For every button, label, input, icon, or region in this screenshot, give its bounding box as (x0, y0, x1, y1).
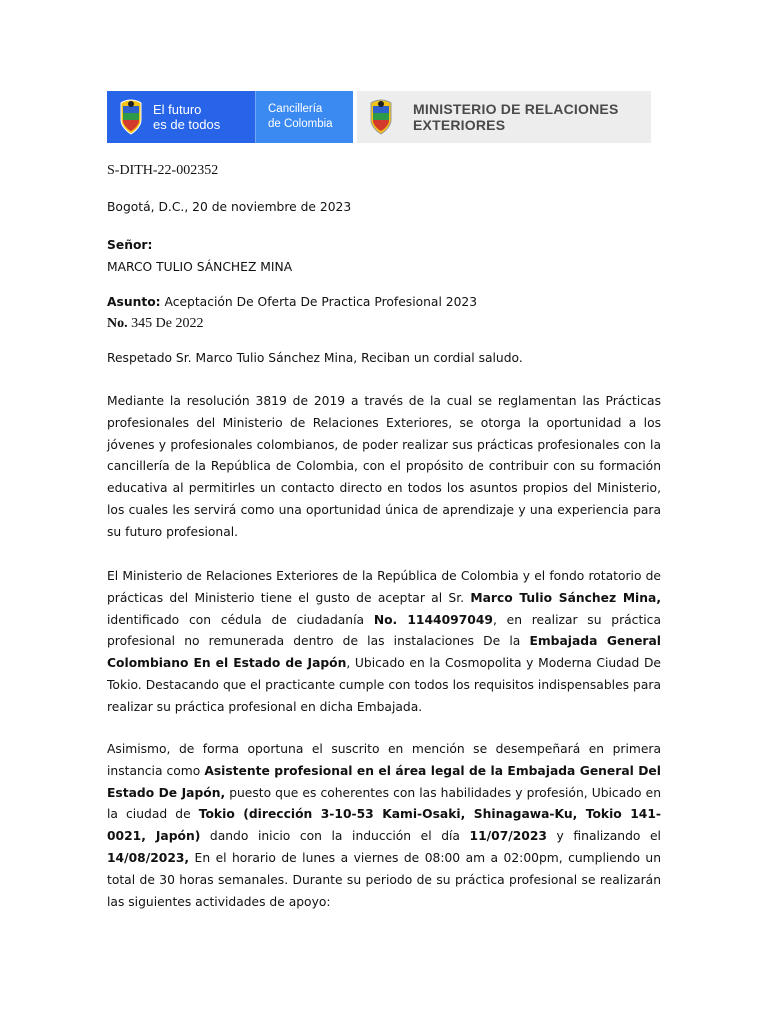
paragraph-acceptance: El Ministerio de Relaciones Exteriores de la República de Colombia y el fondo rotatorio de prácticas del Ministerio tiene el gusto de aceptar al Sr. Marco Tulio Sánchez Mina, identificado con cédula de ciudadanía No. 1144097049, en realizar su práctica profesional no remunerada dentro de las instalaciones De la Embajada General Colombiano En el Estado de Japón, Ubicado en la Cosmopolita y Moderna Ciudad De Tokio. Destacando que el practicante cumple con todos los requisitos indispensables para realizar su práctica profesional en dicha Embajada. (107, 569, 662, 714)
ministry-block (357, 91, 651, 143)
recipient-name: MARCO TULIO SÁNCHEZ MINA (107, 259, 293, 274)
address: Tokio (dirección 3-10-53 Kami-Osaki, Shinagawa-Ku, Tokio 141-0021, Japón) (107, 807, 661, 844)
subject-block (107, 292, 661, 334)
salutation-title: Señor: (107, 238, 153, 252)
ministry-name-line1: MINISTERIO DE RELACIONES (413, 101, 619, 117)
greeting: Respetado Sr. Marco Tulio Sánchez Mina, Reciban un cordial saludo. (107, 351, 523, 365)
paragraph-position: Asimismo, de forma oportuna el suscrito en mención se desempeñará en primera instancia como Asistente profesional en el área legal de la Embajada General Del Estado De Japón, puesto que es coherentes con las habilidades y profesión, Ubicado en la ciudad de Tokio (dirección 3-10-53 Kami-Osaki, Shinagawa-Ku, Tokio 141-0021, Japón) dando inicio con la inducción el día 11/07/2023 y finalizando el 14/08/2023, En el horario de lunes a viernes de 08:00 am a 02:00pm, cumpliendo un total de 30 horas semanales. Durante su periodo de su práctica profesional se realizarán las siguientes actividades de apoyo: (107, 742, 661, 909)
cancilleria-block (255, 91, 353, 143)
cancilleria-line1: Cancillería (268, 103, 323, 115)
gov-brand-block (107, 91, 255, 143)
start-date: 11/07/2023 (469, 829, 547, 844)
gov-slogan-line2: es de todos (153, 117, 221, 132)
recipient-block (107, 235, 661, 279)
ministry-name-line2: EXTERIORES (413, 117, 506, 133)
reference-number: S-DITH-22-002352 (107, 163, 219, 178)
place-date: Bogotá, D.C., 20 de noviembre de 2023 (107, 200, 352, 214)
position-title: Asistente profesional en el área legal de la Embajada General Del Estado De Japón, (107, 763, 661, 800)
header-banner (107, 91, 651, 143)
end-date: 14/08/2023, (107, 850, 190, 865)
subject-text: Aceptación De Oferta De Practica Profesional 2023 (164, 295, 478, 309)
coat-of-arms-icon (365, 98, 397, 136)
gov-slogan-line1: El futuro (153, 102, 202, 117)
subject-label: Asunto: (107, 295, 161, 309)
id-number: No. 1144097049 (373, 612, 493, 627)
number-text: 345 De 2022 (131, 315, 204, 331)
cancilleria-line2: de Colombia (268, 118, 333, 130)
intern-name: Marco Tulio Sánchez Mina, (470, 590, 661, 605)
coat-of-arms-icon (115, 98, 147, 136)
paragraph-resolution: Mediante la resolución 3819 de 2019 a través de la cual se reglamentan las Prácticas profesionales del Ministerio de Relaciones Exteriores, se otorga la oportunidad a los jóvenes y profesionales colombianos, de poder realizar sus prácticas profesionales con la cancillería de la República de Colombia, con el propósito de contribuir con su formación educativa al permitirles un contacto directo en todos los asuntos propios del Ministerio, los cuales les servirá como una oportunidad única de aprendizaje y una experiencia para su futuro profesional. (107, 394, 661, 539)
number-label: No. (107, 315, 128, 331)
embassy-name: Embajada General Colombiano En el Estado de Japón (107, 634, 661, 671)
